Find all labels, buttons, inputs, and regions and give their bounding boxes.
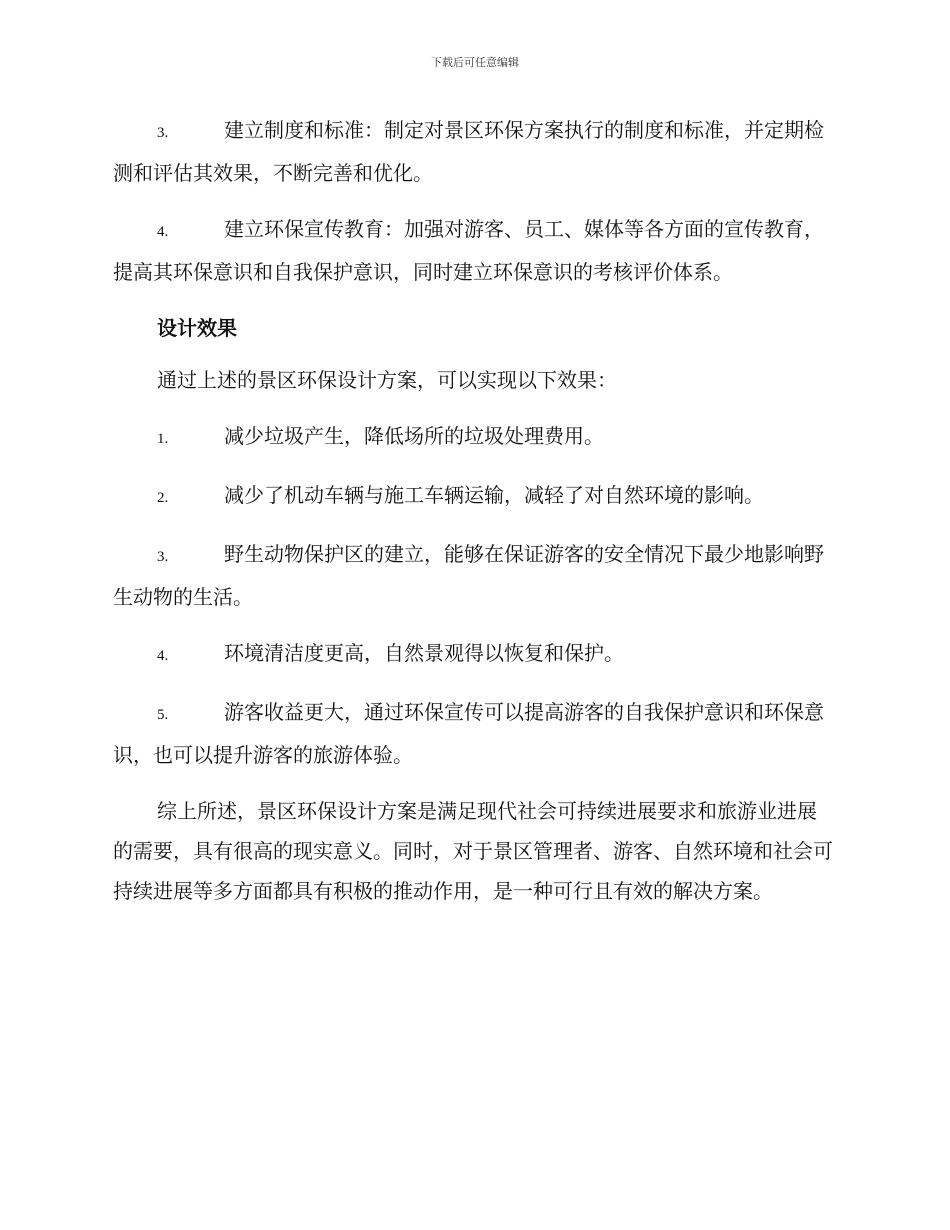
list-number: 3. xyxy=(157,125,169,141)
section-heading: 设计效果 xyxy=(157,316,237,340)
list-number: 2. xyxy=(157,490,169,506)
list-item xyxy=(113,475,833,518)
list-item xyxy=(113,633,833,676)
conclusion-paragraph: 综上所述，景区环保设计方案是满足现代社会可持续进展要求和旅游业进展的需要，具有很高的现实意义。同时，对于景区管理者、游客、自然环境和社会可持续进展等多方面都具有积极的推动作用，是一种可行且有效的解决方案。 xyxy=(113,799,833,903)
page-header: 下载后可任意编辑 xyxy=(431,56,519,69)
list-item-text: 减少垃圾产生，降低场所的垃圾处理费用。 xyxy=(224,424,604,448)
list-number: 4. xyxy=(157,648,169,664)
list-number: 4. xyxy=(157,224,169,240)
list-item xyxy=(113,209,833,292)
intro-paragraph: 通过上述的景区环保设计方案，可以实现以下效果： xyxy=(157,368,617,392)
document-body xyxy=(113,110,833,927)
list-item-text: 减少了机动车辆与施工车辆运输，减轻了对自然环境的影响。 xyxy=(224,483,764,507)
list-item-text: 野生动物保护区的建立，能够在保证游客的安全情况下最少地影响野生动物的生活。 xyxy=(113,542,824,609)
list-item-text: 建立制度和标准：制定对景区环保方案执行的制度和标准，并定期检测和评估其效果，不断完善和优化。 xyxy=(113,118,824,185)
list-number: 3. xyxy=(157,549,169,565)
list-item xyxy=(113,416,833,459)
list-item-text: 建立环保宣传教育：加强对游客、员工、媒体等各方面的宣传教育，提高其环保意识和自我保护意识，同时建立环保意识的考核评价体系。 xyxy=(113,217,824,284)
list-item-text: 游客收益更大，通过环保宣传可以提高游客的自我保护意识和环保意识，也可以提升游客的旅游体验。 xyxy=(113,700,824,767)
list-item xyxy=(113,534,833,617)
list-number: 1. xyxy=(157,431,169,447)
list-item xyxy=(113,110,833,193)
list-item xyxy=(113,692,833,775)
list-number: 5. xyxy=(157,707,169,723)
list-item-text: 环境清洁度更高，自然景观得以恢复和保护。 xyxy=(224,641,624,665)
